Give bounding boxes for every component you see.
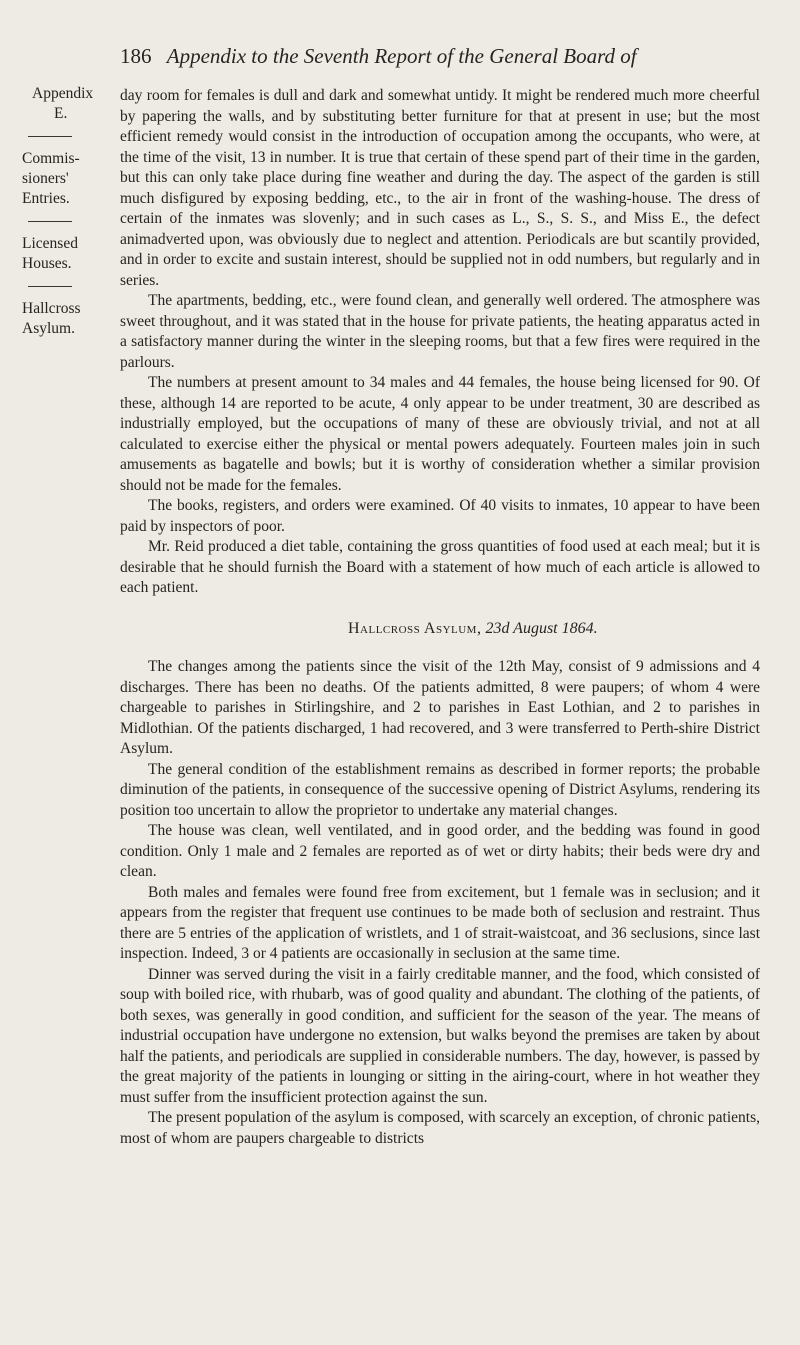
margin-note-line: Commis-: [22, 150, 80, 167]
main-text: [120, 86, 760, 1149]
paragraph: Mr. Reid produced a diet table, containing the gross quantities of food used at each meal; but it is desirable that he should furnish the Board with a statement of how much of each article is allowed to each patient.: [120, 538, 760, 596]
margin-note-line: Asylum.: [22, 320, 75, 337]
paragraph: The books, registers, and orders were examined. Of 40 visits to inmates, 10 appear to have been paid by inspectors of poor.: [120, 497, 760, 535]
margin-rule: [28, 286, 72, 287]
section-heading-name: Hallcross Asylum,: [348, 619, 482, 637]
margin-note-line: Licensed: [22, 235, 78, 252]
margin-notes: [22, 84, 98, 339]
paragraph: The general condition of the establishment remains as described in former reports; the probable diminution of the patients, in consequence of the successive opening of District Asylums, rendering its position too uncertain to allow the proprietor to undertake any material changes.: [120, 760, 760, 819]
paragraph: The present population of the asylum is composed, with scarcely an exception, of chronic patients, most of whom are paupers chargeable to districts: [120, 1109, 760, 1147]
paragraph: The house was clean, well ventilated, and in good order, and the bedding was found in good condition. Only 1 male and 2 females are reported as of wet or dirty habits; their beds were dry and clean.: [120, 822, 760, 880]
running-head: [120, 44, 760, 69]
section-heading: [120, 619, 760, 640]
margin-note-line: sioners': [22, 170, 69, 187]
paragraph: Both males and females were found free from excitement, but 1 female was in seclusion; and it appears from the register that frequent use continues to be made both of seclusion and restraint. Thus there are 5 entries of the application of wristlets, and 1 of strait-waistcoat, and 36 seclusions, since last inspection. Indeed, 3 or 4 patients are occasionally in seclusion at the same time.: [120, 883, 760, 962]
margin-note-licensed: [22, 234, 98, 274]
paragraph: The changes among the patients since the visit of the 12th May, consist of 9 admissions and 4 discharges. There has been no deaths. Of the patients admitted, 8 were paupers; of whom 4 were chargeable to parishes in Stirlingshire, and 2 to parishes in East Lothian, and 2 to parishes in Midlothian. Of the patients discharged, 1 had recovered, and 3 were transferred to Perth-shire District Asylum.: [120, 658, 760, 757]
paragraph: day room for females is dull and dark and somewhat untidy. It might be rendered much more cheerful by papering the walls, and by substituting better furniture for that at present in use; but the most efficient remedy would consist in the introduction of occupation among the occupants, who were, at the time of the visit, 13 in number. It is true that certain of these spend part of their time in the garden, but this can only take place during fine weather and during the day. The aspect of the garden is still much disfigured by exposing bedding, etc., to the air in front of the washing-house. The dress of certain of the inmates was slovenly; and in such cases as L., S., S. S., and Miss E., the defect animadverted upon, was obviously due to neglect and attention. Periodicals are but scantily provided, and in order to excite and sustain interest, should be supplied not in odd numbers, but regularly and in series.: [120, 87, 760, 289]
margin-note-commissioners: [22, 149, 98, 209]
margin-rule: [28, 221, 72, 222]
margin-note-line: Entries.: [22, 190, 70, 207]
margin-rule: [28, 136, 72, 137]
margin-note-line: Appendix: [32, 85, 94, 102]
margin-note-line: Houses.: [22, 255, 72, 272]
page-number: 186: [120, 44, 152, 68]
margin-note-line: E.: [54, 105, 68, 122]
paragraph: Dinner was served during the visit in a fairly creditable manner, and the food, which consisted of soup with boiled rice, with rhubarb, was of good quality and abundant. The clothing of the patients, of both sexes, was generally in good condition, and sufficient for the season of the year. The means of industrial occupation have undergone no extension, but walks beyond the premises are taken by about half the patients, and periodicals are supplied in considerable numbers. The day, however, is passed by the great majority of the patients in lounging or sitting in the airing-court, where in hot weather they must suffer from the insufficient protection against the sun.: [120, 965, 760, 1106]
section-heading-date: 23d August 1864.: [485, 619, 598, 637]
running-title: Appendix to the Seventh Report of the General Board of: [166, 44, 637, 68]
margin-note-line: Hallcross: [22, 300, 81, 317]
margin-note-appendix: [22, 84, 98, 124]
paragraph: The apartments, bedding, etc., were found clean, and generally well ordered. The atmosphere was sweet throughout, and it was stated that in the house for private patients, the heating apparatus acted in a satisfactory manner during the winter in the sleeping rooms, but that a few fires were required in the parlours.: [120, 292, 760, 371]
margin-note-hallcross: [22, 299, 98, 339]
paragraph: The numbers at present amount to 34 males and 44 females, the house being licensed for 90. Of these, although 14 are reported to be acute, 4 only appear to be under treatment, 30 are described as industrially employed, but the occupations of many of these are obviously trivial, and not at all calculated to exercise either the physical or mental powers adequately. Fourteen males join in such amusements as bagatelle and bowls; but it is worthy of consideration whether a similar provision should not be made for the females.: [120, 374, 760, 494]
